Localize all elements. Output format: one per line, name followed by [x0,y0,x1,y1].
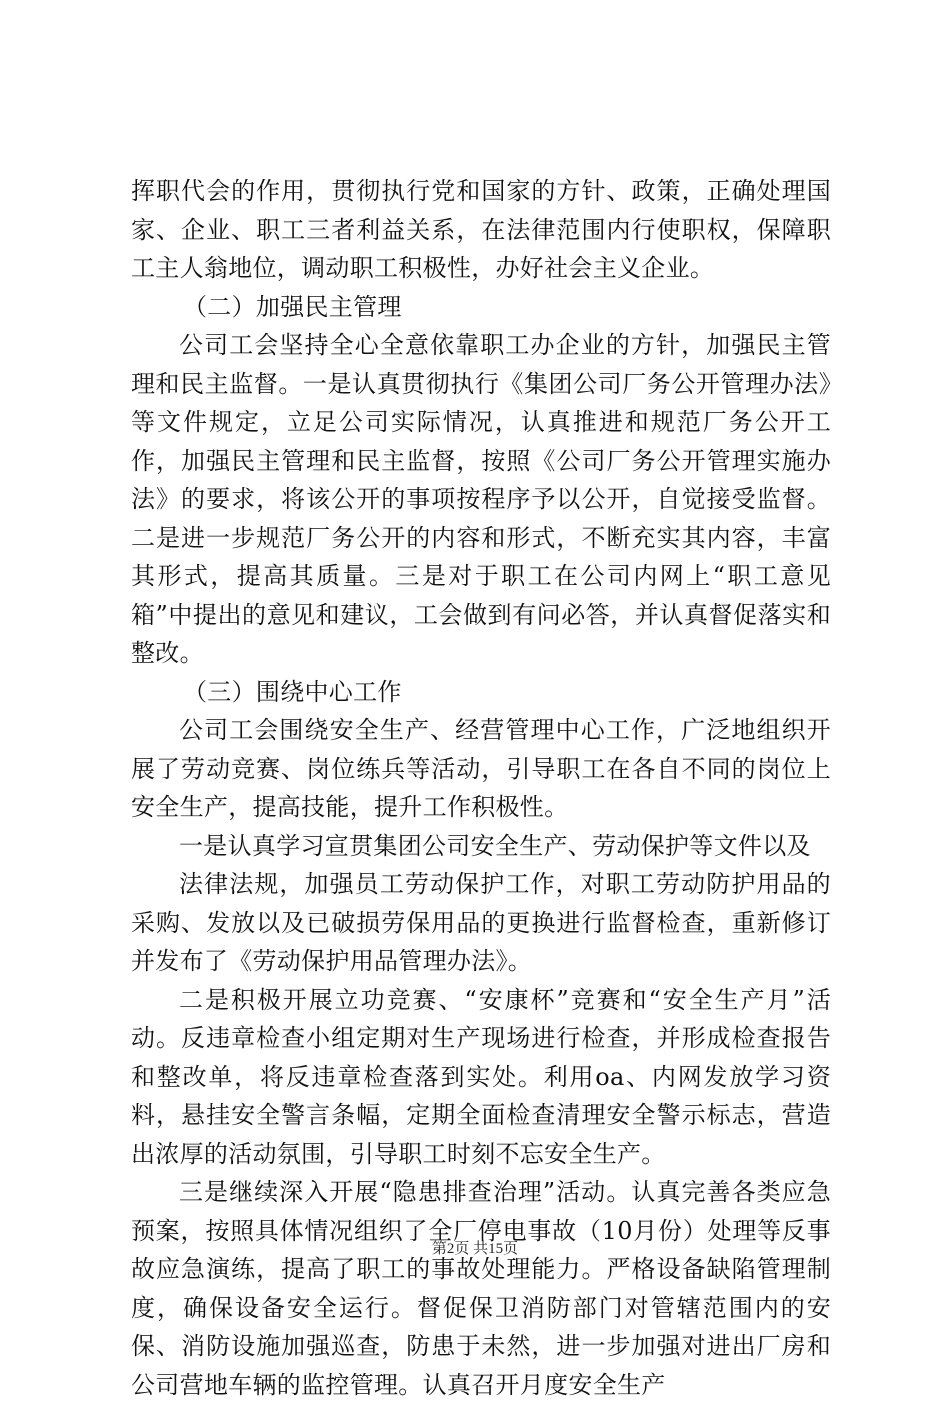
document-body [131,172,831,1404]
paragraph-point-one-continued: 法律法规，加强员工劳动保护工作，对职工劳动防护用品的采购、发放以及已破损劳保用品的更换进行监督检查，重新修订并发布了《劳动保护用品管理办法》。 [131,870,831,975]
paragraph-point-two: 二是积极开展立功竞赛、“安康杯”竞赛和“安全生产月”活动。反违章检查小组定期对生产现场进行检查，并形成检查报告和整改单，将反违章检查落到实处。利用oa、内网发放学习资料，悬挂安全警言条幅，定期全面检查清理安全警示标志，营造出浓厚的活动氛围，引导职工时刻不忘安全生产。 [131,985,831,1168]
paragraph-point-three: 三是继续深入开展“隐患排查治理”活动。认真完善各类应急预案，按照具体情况组织了全厂停电事故（10月份）处理等反事故应急演练，提高了职工的事故处理能力。严格设备缺陷管理制度，确保设备安全运行。督促保卫消防部门对管辖范围内的安保、消防设施加强巡查，防患于未然，进一步加强对进出厂房和公司营地车辆的监控管理。认真召开月度安全生产 [131,1178,831,1399]
paragraph-central-work: 公司工会围绕安全生产、经营管理中心工作，广泛地组织开展了劳动竞赛、岗位练兵等活动，引导职工在各自不同的岗位上安全生产，提高技能，提升工作积极性。 [131,716,831,821]
page-number-footer: 第2页 共15页 [431,1241,519,1257]
paragraph-point-one: 一是认真学习宣贯集团公司安全生产、劳动保护等文件以及 [179,831,811,860]
paragraph-continuation: 挥职代会的作用，贯彻执行党和国家的方针、政策，正确处理国家、企业、职工三者利益关系，在法律范围内行使职权，保障职工主人翁地位，调动职工积极性，办好社会主义企业。 [131,177,831,282]
section-heading-democratic-management: （二）加强民主管理 [183,292,402,321]
section-heading-central-work: （三）围绕中心工作 [183,677,402,706]
paragraph-democratic-management: 公司工会坚持全心全意依靠职工办企业的方针，加强民主管理和民主监督。一是认真贯彻执行《集团公司厂务公开管理办法》等文件规定，立足公司实际情况，认真推进和规范厂务公开工作，加强民主管理和民主监督，按照《公司厂务公开管理实施办法》的要求，将该公开的事项按程序予以公开，自觉接受监督。二是进一步规范厂务公开的内容和形式，不断充实其内容，丰富其形式，提高其质量。三是对于职工在公司内网上“职工意见箱”中提出的意见和建议，工会做到有问必答，并认真督促落实和整改。 [131,331,831,667]
